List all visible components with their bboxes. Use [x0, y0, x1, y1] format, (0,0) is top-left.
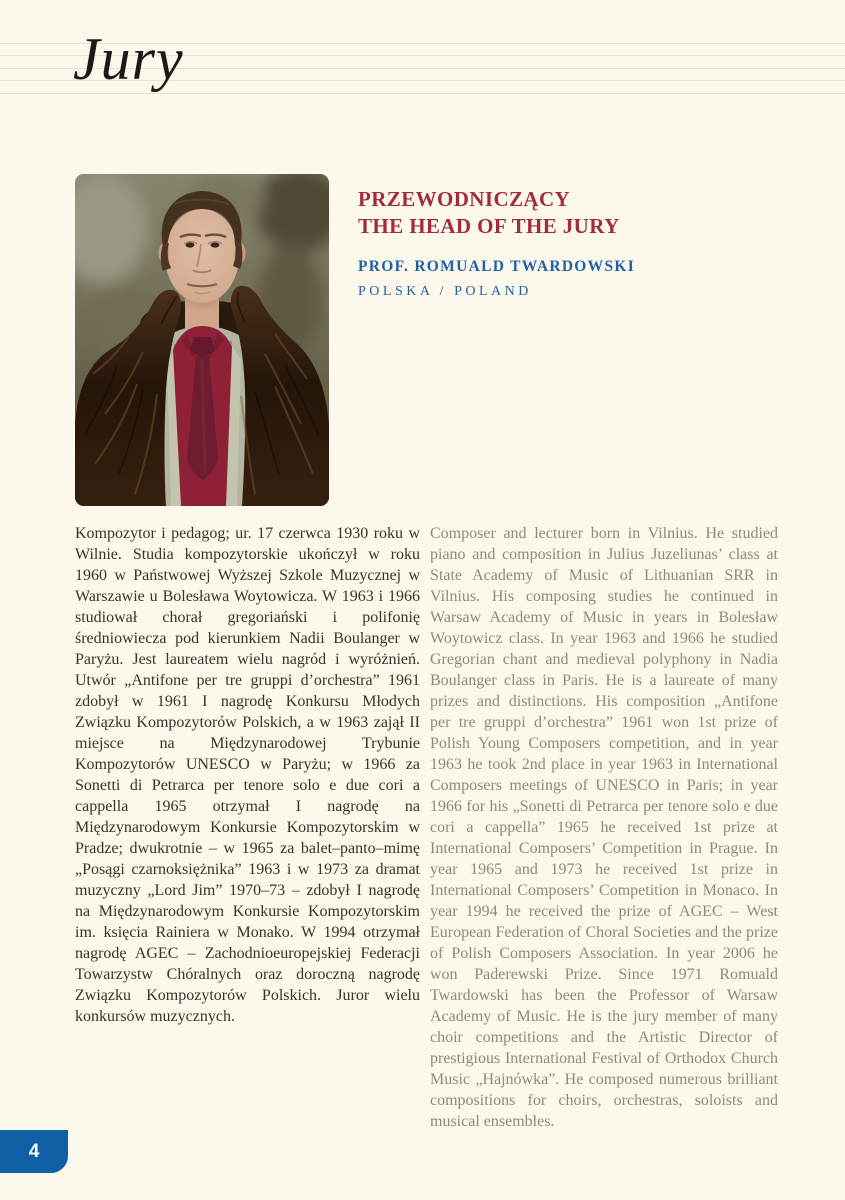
role-heading-pl: PRZEWODNICZĄCY [358, 187, 571, 211]
page-number-badge [0, 1130, 68, 1173]
bio-english-column: Composer and lecturer born in Vilnius. He studied piano and composition in Julius Juzeliunas’ class at State Academy of Music of Lithuanian SRR in Vilnius. His composing studies he continued in Warsaw Academy of Music in years in Bolesław Woytowicz class. In year 1963 and 1966 he studied Gregorian chant and medieval polyphony in Nadia Boulanger class in Paris. He is a laureate of many prizes and distinctions. His composition „Antifone per tre gruppi d’orchestra” 1961 won 1st prize of Polish Young Composers competition, and in year 1963 he took 2nd place in year 1963 in International Composers meetings of UNESCO in Paris; in year 1966 for his „Sonetti di Petrarca per tenore solo e due cori a cappella” 1965 he received 1st prize at International Composers’ Competition in Prague. In year 1965 and 1973 he received 1st prize in International Composers’ Competition in Monaco. In year 1994 he received the prize of AGEC – West European Federation of Choral Societies and the prize of Polish Composers Association. In year 2006 he won Paderewski Prize. Since 1971 Romuald Twardowski has been the Professor of Warsaw Academy of Music. He is the jury member of many choir competitions and the Artistic Director of prestigious International Festival of Orthodox Church Music „Hajnówka”. He composed numerous brilliant compositions for choirs, orchestras, soloists and musical ensembles. [430, 525, 778, 1130]
portrait-illustration [75, 174, 329, 506]
page-number: 4 [28, 1140, 40, 1162]
staff-line [0, 93, 845, 94]
person-name: PROF. ROMUALD TWARDOWSKI [358, 258, 636, 275]
role-heading-en: THE HEAD OF THE JURY [358, 214, 620, 238]
profile-heading-block [358, 186, 788, 301]
page-title: Jury [73, 26, 184, 92]
person-country: POLSKA / POLAND [358, 284, 532, 299]
jury-head-portrait-photo [75, 174, 329, 506]
bio-polish-column: Kompozytor i pedagog; ur. 17 czerwca 1930 roku w Wilnie. Studia kompozytorskie ukończył w roku 1960 w Państwowej Wyższej Szkole Muzycznej w Warszawie u Bolesława Woytowicza. W 1963 i 1966 studiował chorał gregoriański i polifonię średniowiecza pod kierunkiem Nadii Boulanger w Paryżu. Jest laureatem wielu nagród i wyróżnień. Utwór „Antifone per tre gruppi d’orchestra” 1961 zdobył w 1961 I nagrodę Konkursu Młodych Związku Kompozytorów Polskich, a w 1963 zajął II miejsce na Międzynarodowej Trybunie Kompozytorów UNESCO w Paryżu; w 1966 za Sonetti di Petrarca per tenore solo e due cori a cappella 1965 otrzymał I nagrodę na Międzynarodowym Konkursie Kompozytorskim w Pradze; dwukrotnie – w 1965 za balet–panto–mimę „Posągi czarnoksiężnika” 1963 i w 1973 za dramat muzyczny „Lord Jim” 1970–73 – zdobył I nagrodę na Międzynarodowym Konkursie Kompozytorskim im. księcia Rainiera w Monako. W 1994 otrzymał nagrodę AGEC – Zachodnioeuropejskiej Federacji Towarzystw Chóralnych oraz doroczną nagrodę Związku Kompozytorów Polskich. Juror wielu konkursów muzycznych. [75, 525, 420, 1025]
